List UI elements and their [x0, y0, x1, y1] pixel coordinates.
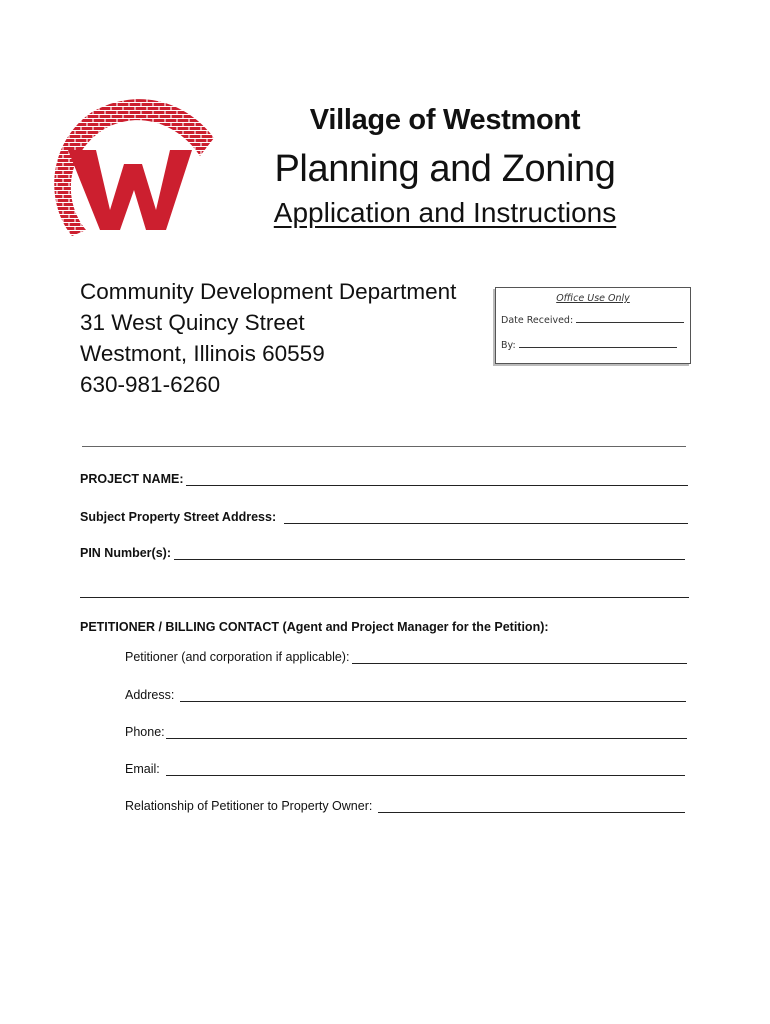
page-title: Planning and Zoning — [274, 148, 616, 190]
office-use-box — [495, 287, 691, 364]
department-name: Community Development Department — [80, 279, 457, 304]
pin-number-label: PIN Number(s): — [80, 546, 171, 560]
petitioner-label: Petitioner (and corporation if applicable): — [125, 650, 350, 664]
phone-label: Phone: — [125, 725, 165, 739]
relationship-field[interactable] — [125, 799, 685, 813]
by-label: By: — [501, 340, 516, 351]
property-address-label: Subject Property Street Address: — [80, 510, 277, 524]
street-address: 31 West Quincy Street — [80, 310, 305, 335]
city-state-zip: Westmont, Illinois 60559 — [80, 341, 325, 366]
logo-letter-w — [68, 150, 192, 230]
date-received-line[interactable] — [576, 314, 684, 323]
project-name-label: PROJECT NAME: — [80, 472, 184, 486]
project-name-line[interactable] — [186, 473, 688, 486]
petitioner-heading: PETITIONER / BILLING CONTACT (Agent and Project Manager for the Petition): — [80, 620, 549, 634]
address-label: Address: — [125, 688, 175, 702]
date-received-field[interactable] — [501, 314, 684, 326]
petitioner-field[interactable] — [125, 650, 687, 664]
date-received-label: Date Received: — [501, 315, 574, 326]
relationship-line[interactable] — [378, 800, 685, 813]
email-line[interactable] — [166, 763, 685, 776]
phone-line[interactable] — [166, 726, 687, 739]
village-title: Village of Westmont — [309, 104, 581, 136]
divider-top — [82, 446, 686, 447]
relationship-label: Relationship of Petitioner to Property Owner: — [125, 799, 373, 813]
project-name-field[interactable] — [80, 472, 688, 486]
pin-number-line[interactable] — [174, 547, 685, 560]
pin-number-field[interactable] — [80, 546, 685, 560]
petitioner-line[interactable] — [352, 651, 687, 664]
phone-number: 630-981-6260 — [80, 372, 221, 397]
by-field[interactable] — [501, 339, 677, 351]
address-field[interactable] — [125, 688, 686, 702]
phone-field[interactable] — [125, 725, 687, 739]
contact-block — [80, 276, 456, 400]
page-subtitle: Application and Instructions — [273, 197, 617, 228]
office-use-title: Office Use Only — [556, 293, 630, 304]
by-line[interactable] — [519, 339, 677, 348]
village-logo — [48, 98, 224, 240]
property-address-field[interactable] — [80, 510, 688, 524]
property-address-line[interactable] — [284, 511, 688, 524]
address-line[interactable] — [180, 689, 686, 702]
email-label: Email: — [125, 762, 160, 776]
divider-bottom — [80, 597, 689, 598]
email-field[interactable] — [125, 762, 685, 776]
